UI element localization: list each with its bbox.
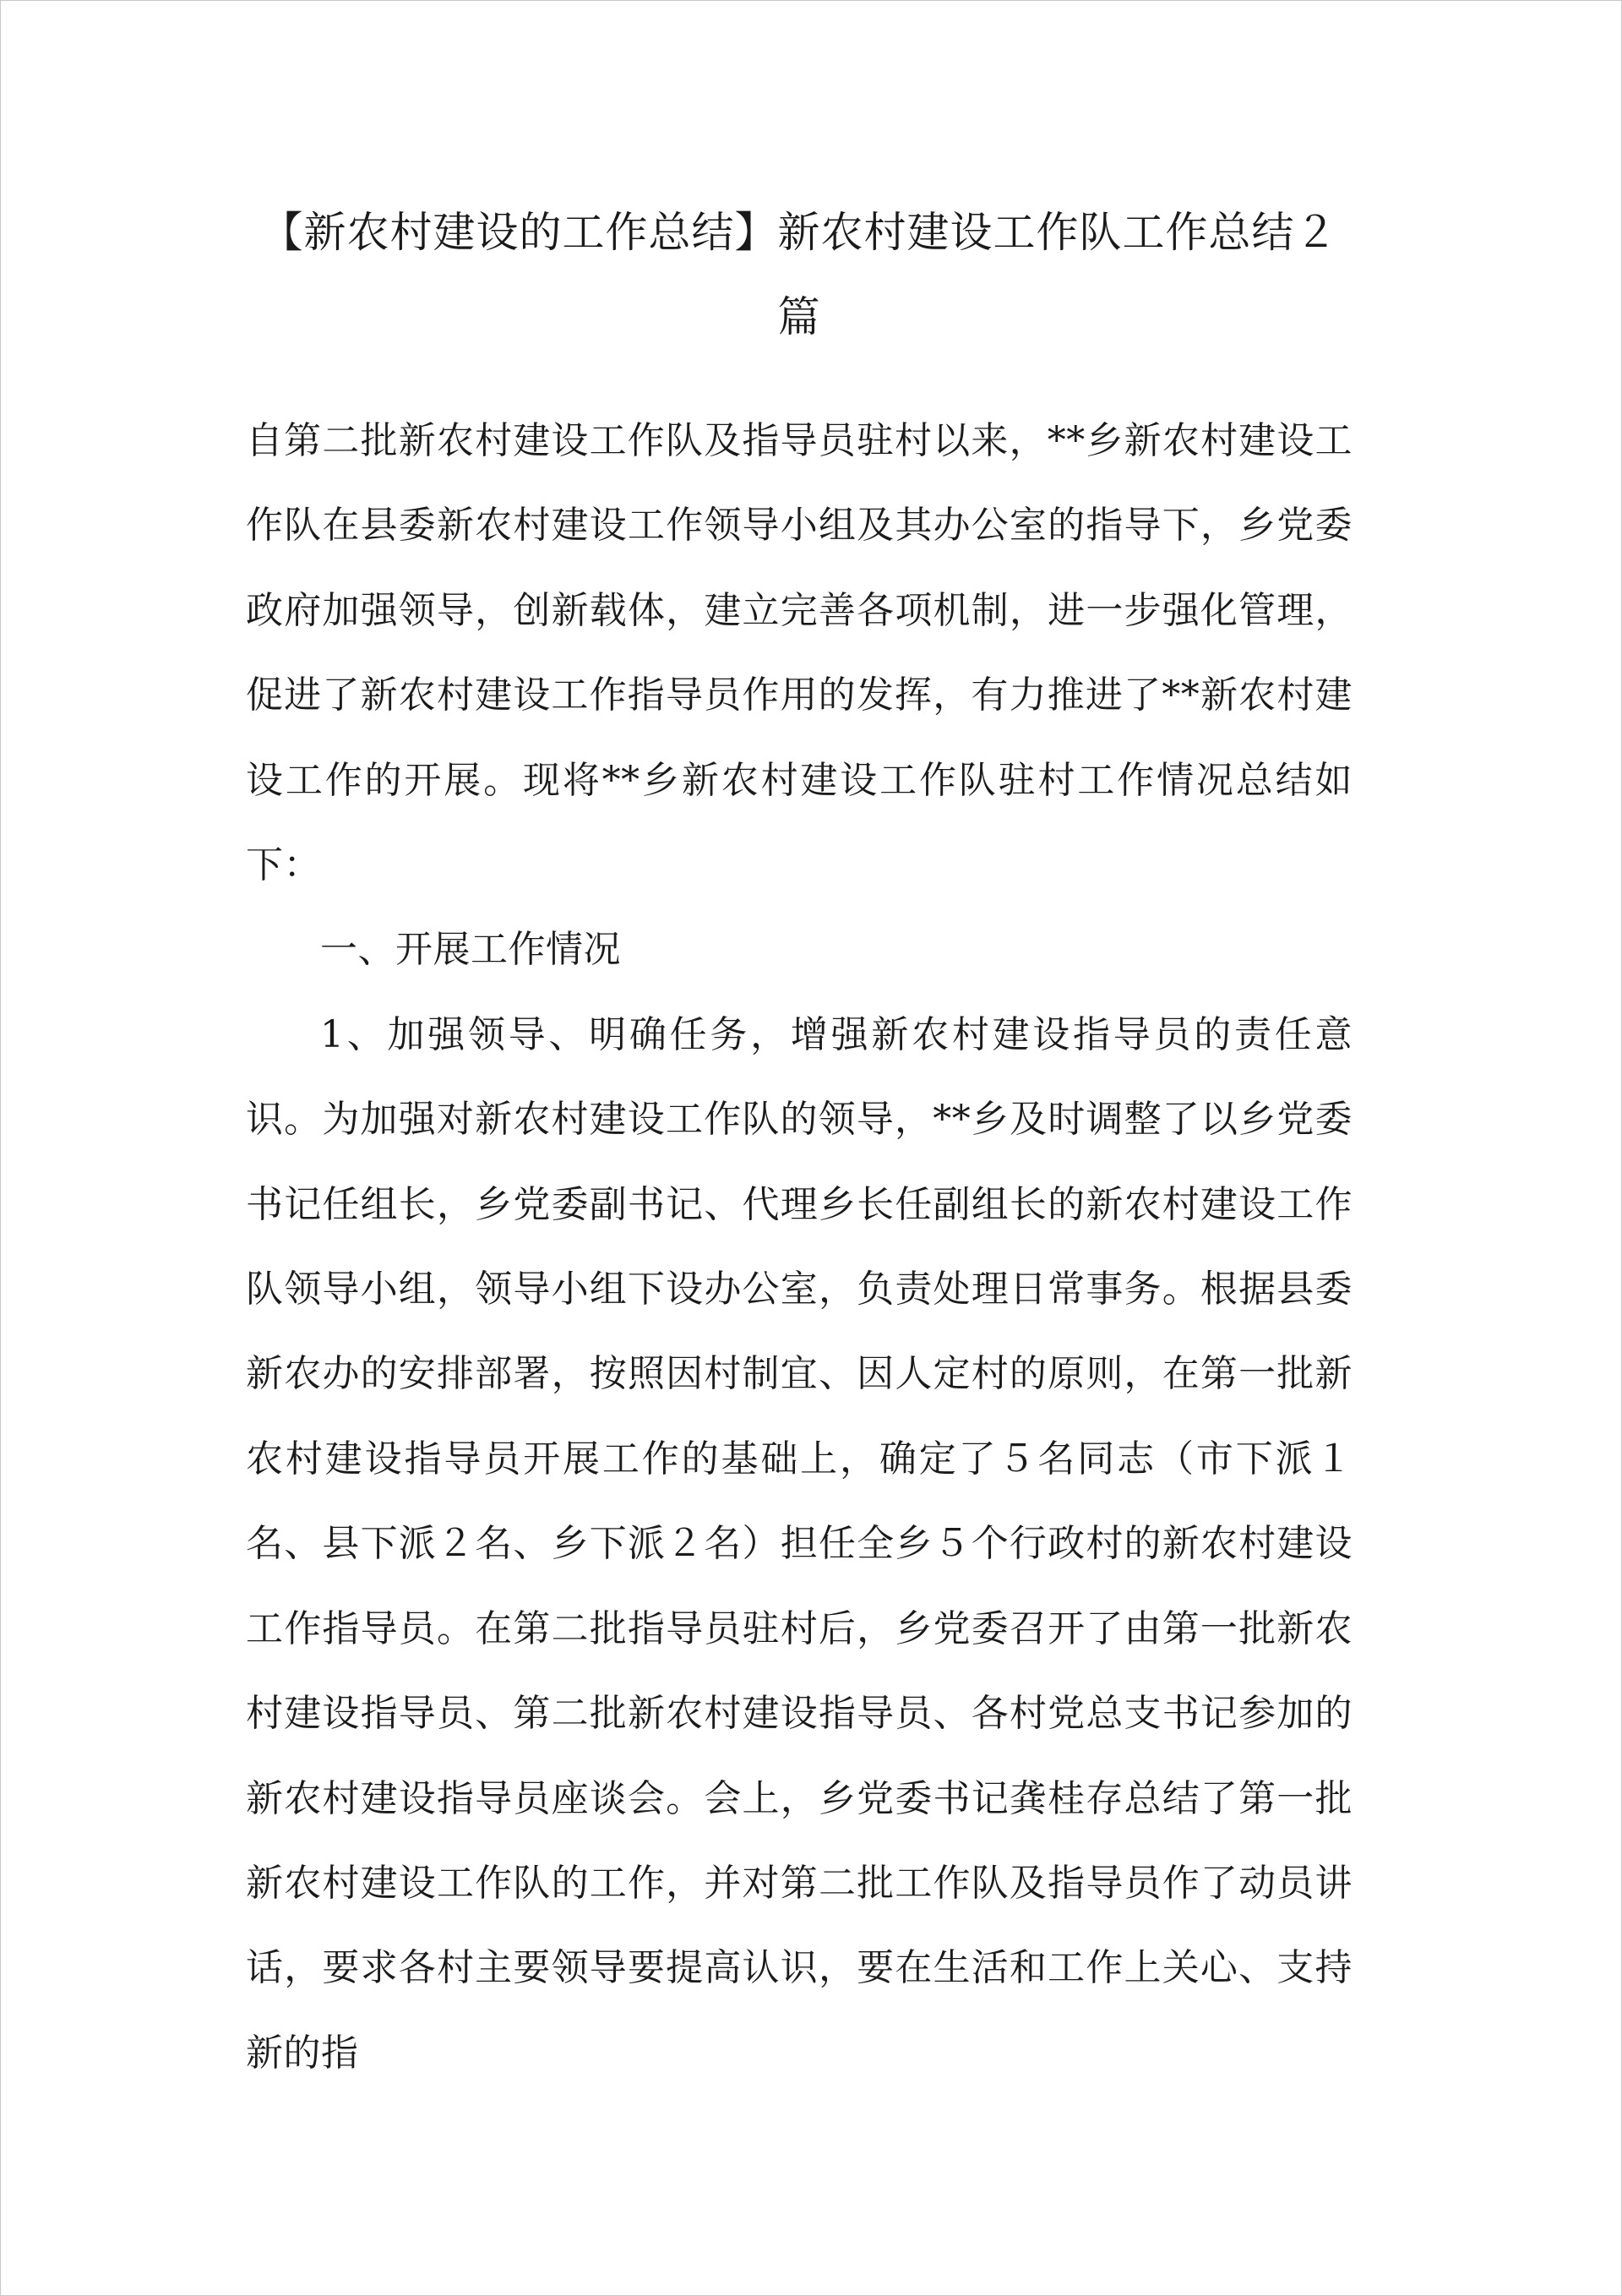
paragraph-leadership: 1、加强领导、明确任务，增强新农村建设指导员的责任意识。为加强对新农村建设工作队的领导，**乡及时调整了以乡党委书记任组长，乡党委副书记、代理乡长任副组长的新农村建设工作队领导小组，领导小组下设办公室，负责处理日常事务。根据县委新农办的安排部署，按照因村制宜、因人定村的原则，在第一批新农村建设指导员开展工作的基础上，确定了５名同志（市下派１名、县下派２名、乡下派２名）担任全乡５个行政村的新农村建设工作指导员。在第二批指导员驻村后，乡党委召开了由第一批新农村建设指导员、第二批新农村建设指导员、各村党总支书记参加的新农村建设指导员座谈会。会上，乡党委书记龚桂存总结了第一批新农村建设工作队的工作，并对第二批工作队及指导员作了动员讲话，要求各村主要领导要提高认识，要在生活和工作上关心、支持新的指	[246, 1012, 1353, 2075]
document-title: 【新农村建设的工作总结】新农村建设工作队工作总结２篇	[260, 208, 1338, 341]
document-body	[246, 399, 1353, 2096]
document-content	[246, 190, 1353, 2096]
section-heading: 一、开展工作情况	[320, 928, 621, 972]
paragraph-intro: 自第二批新农村建设工作队及指导员驻村以来，**乡新农村建设工作队在县委新农村建设工作领导小组及其办公室的指导下，乡党委政府加强领导，创新载体，建立完善各项机制，进一步强化管理，促进了新农村建设工作指导员作用的发挥，有力推进了**新农村建设工作的开展。现将**乡新农村建设工作队驻村工作情况总结如下：	[246, 419, 1353, 887]
